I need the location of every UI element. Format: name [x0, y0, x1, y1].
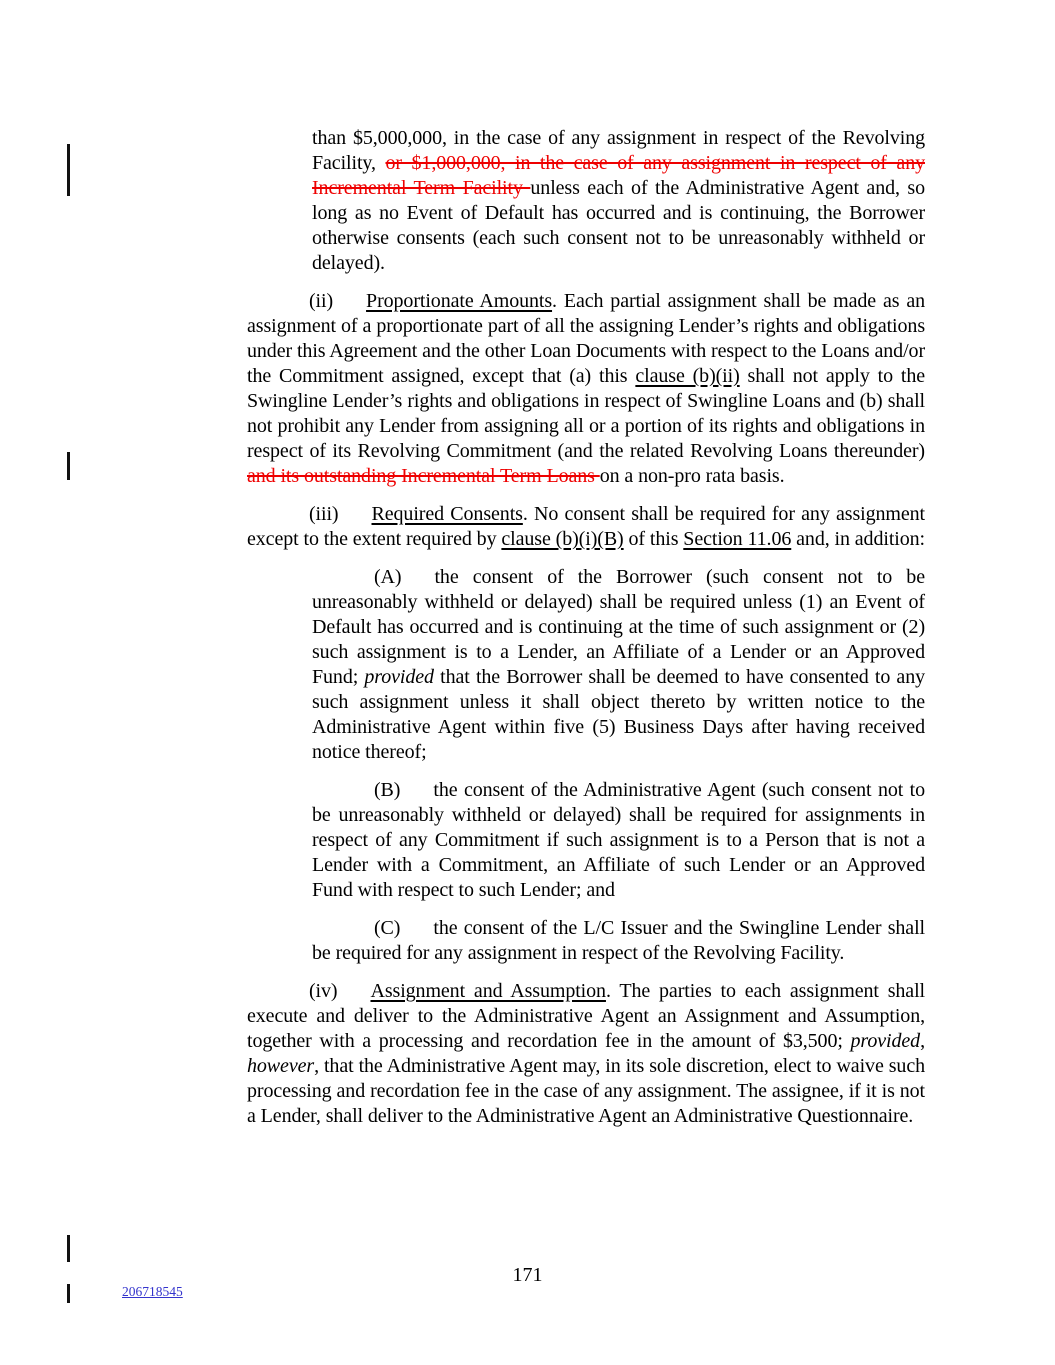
document-body	[247, 126, 925, 1142]
text-segment: . No consent shall be required for any assignment except to the extent required by	[247, 503, 926, 550]
text-segment: the consent of the Administrative Agent (such consent not to be unreasonably withheld or delayed) shall be required for assignments in respect of any Commitment if such assignment is to a Person that is not a Lender with a Commitment, an Affiliate of such Lender or an Approved Fund with respect to such Lender; and	[312, 779, 925, 901]
paragraph-clause-C	[312, 916, 925, 966]
text-segment: Assignment and Assumption	[370, 980, 606, 1002]
text-segment: (B)	[374, 779, 401, 801]
text-segment: clause (b)(i)(B)	[501, 528, 624, 550]
text-segment: (iv)	[309, 980, 338, 1002]
text-segment: Proportionate Amounts	[366, 290, 553, 312]
text-segment: (C)	[374, 917, 401, 939]
text-segment: than $5,000,000, in the case of any assignment in respect of the Revolving Facility,	[312, 127, 925, 174]
revision-change-bar	[67, 144, 70, 196]
text-segment: (A)	[374, 566, 402, 588]
text-segment: on a non-pro rata basis.	[599, 465, 785, 487]
deleted-text: or $1,000,000, in the case of any assignment in respect of any Incremental Term Facility	[312, 152, 925, 199]
paragraph-clause-iv	[247, 979, 925, 1129]
text-segment: the consent of the L/C Issuer and the Swingline Lender shall be required for any assignment in respect of the Revolving Facility.	[312, 917, 925, 964]
text-segment: however	[247, 1055, 315, 1077]
text-segment: Section 11.06	[683, 528, 792, 550]
text-segment: and, in addition:	[791, 528, 925, 550]
paragraph-clause-B	[312, 778, 925, 903]
text-segment: the consent of the Borrower (such consent not to be unreasonably withheld or delayed) shall be required unless (1) an Event of Default has occurred and is continuing at the time of such assignment or (2) such assignment is to a Lender, an Affiliate of a Lender or an Approved Fund;	[312, 566, 925, 688]
text-segment: unless each of the Administrative Agent and, so long as no Event of Default has occurred and is continuing, the Borrower otherwise consents (each such consent not to be unreasonably withheld or delayed).	[312, 177, 925, 274]
text-segment: (ii)	[309, 290, 334, 312]
text-segment: that the Borrower shall be deemed to have consented to any such assignment unless it shall object thereto by written notice to the Administrative Agent within five (5) Business Days after having received notice thereof;	[312, 666, 925, 763]
doc-id-stamp: 206718545	[122, 1284, 183, 1299]
text-segment: . The parties to each assignment shall execute and deliver to the Administrative Agent an Assignment and Assumption, together with a processing and recordation fee in the amount of $3,500;	[247, 980, 925, 1052]
text-segment: clause (b)(ii)	[635, 365, 740, 387]
text-segment: ,	[920, 1030, 925, 1052]
text-segment: provided	[850, 1030, 921, 1052]
paragraph-clause-iii	[247, 502, 925, 552]
revision-change-bar	[67, 452, 70, 480]
text-segment: of this	[623, 528, 684, 550]
text-segment: , that the Administrative Agent may, in its sole discretion, elect to waive such processing and recordation fee in the case of any assignment. The assignee, if it is not a Lender, shall deliver to the Administrative Agent an Administrative Questionnaire.	[247, 1055, 925, 1127]
text-segment: Required Consents	[371, 503, 523, 525]
text-segment: . Each partial assignment shall be made as an assignment of a proportionate part of all the assigning Lender’s rights and obligations under this Agreement and the other Loan Documents with respect to the Loans and/or the Commitment assigned, except that (a) this	[247, 290, 925, 387]
paragraph-clause-ii	[247, 289, 925, 489]
text-segment: shall not apply to the Swingline Lender’s rights and obligations in respect of Swingline Loans and (b) shall not prohibit any Lender from assigning all or a portion of its rights and obligations in respect of its Revolving Commitment (and the related Revolving Loans thereunder)	[247, 365, 925, 462]
text-segment: (iii)	[309, 503, 339, 525]
paragraph-clause-A	[312, 565, 925, 765]
text-segment: provided	[364, 666, 434, 688]
revision-change-bar	[67, 1235, 70, 1262]
deleted-text: and its outstanding Incremental Term Loans	[247, 465, 600, 487]
paragraph-continuation	[312, 126, 925, 276]
page-number: 171	[512, 1264, 543, 1286]
